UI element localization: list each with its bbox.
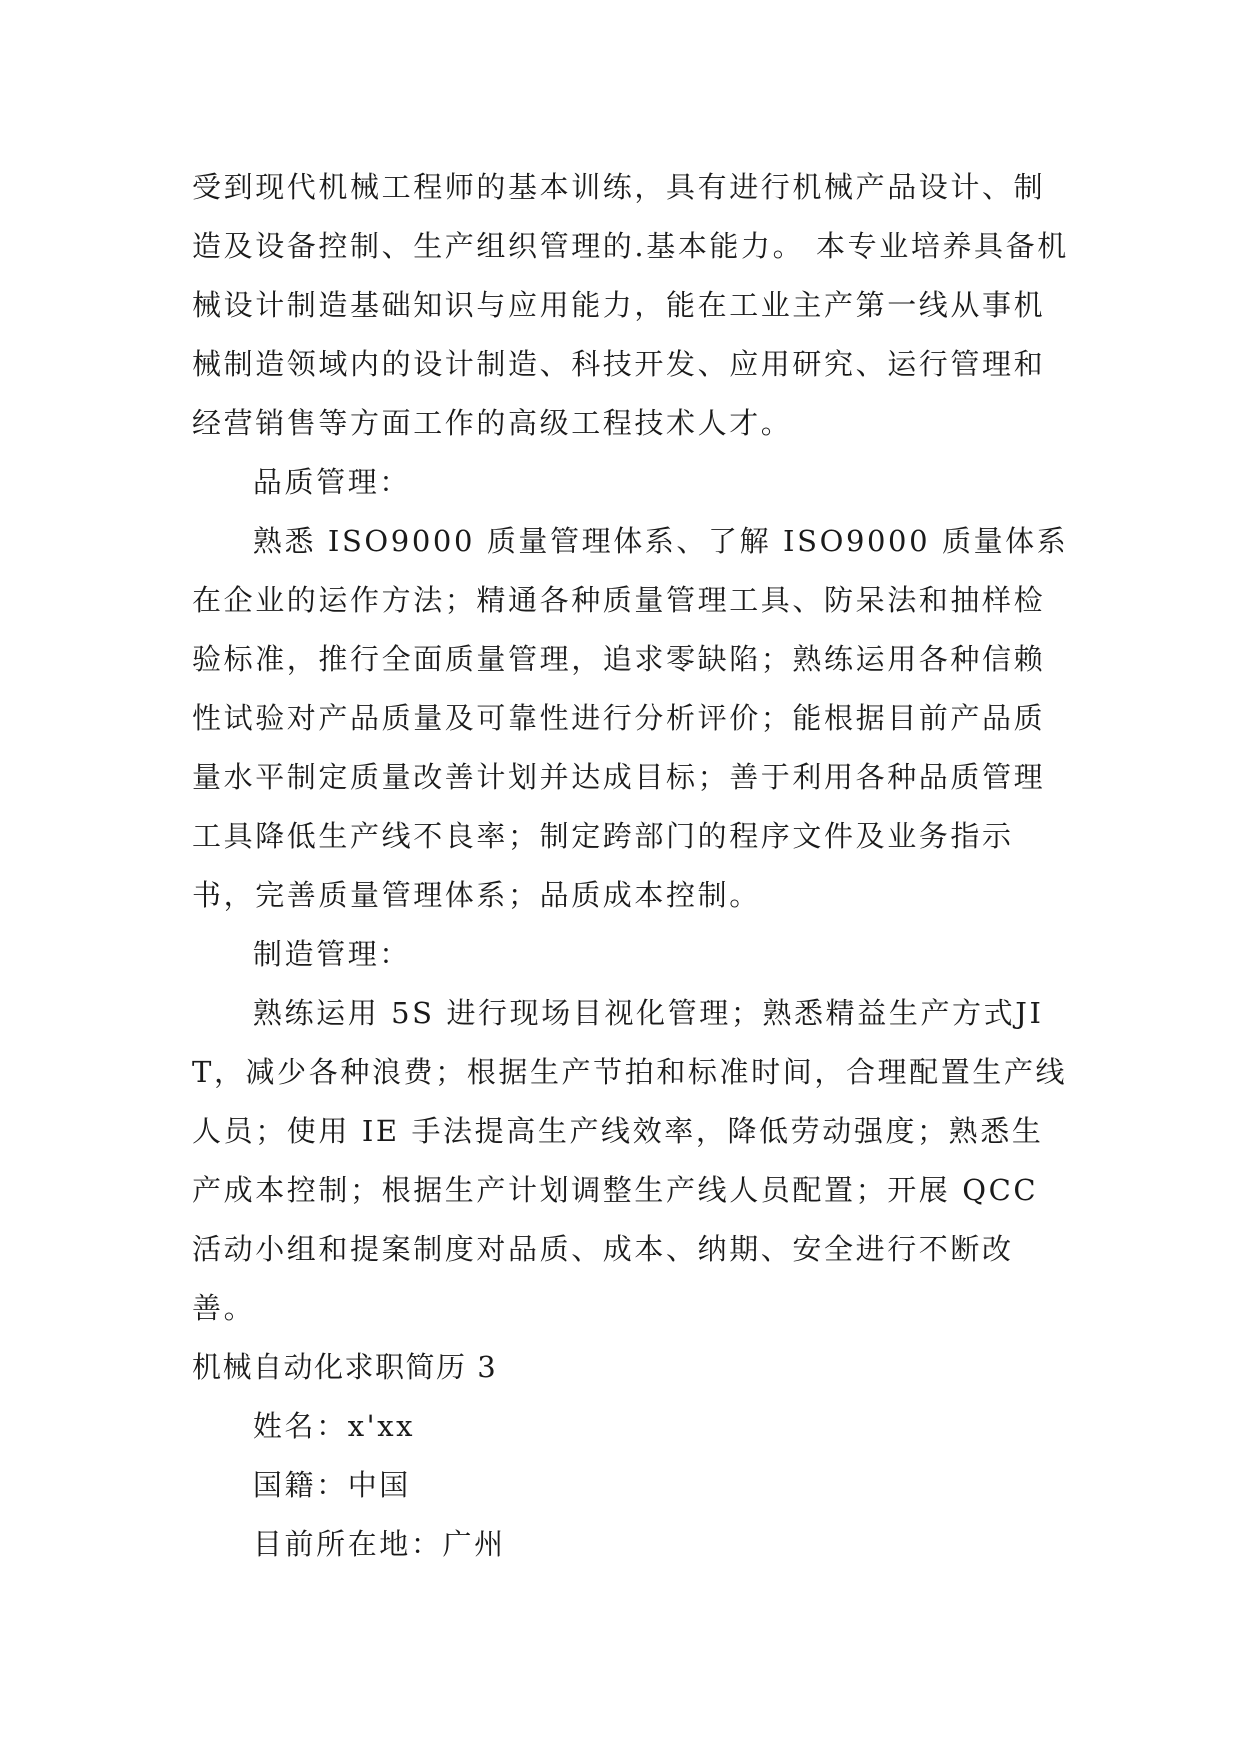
document-content xyxy=(192,158,1072,1574)
quality-management-heading: 品质管理： xyxy=(252,465,411,499)
nationality-field: 国籍：中国 xyxy=(252,1468,411,1502)
resume-title: 机械自动化求职简历 3 xyxy=(192,1350,498,1384)
manufacturing-management-paragraph: 熟练运用 5S 进行现场目视化管理；熟悉精益生产方式JIT，减少各种浪费；根据生产节拍和标准时间，合理配置生产线人员；使用 IE 手法提高生产线效率，降低劳动强度；熟悉生产成本控制；根据生产计划调整生产线人员配置；开展 QCC 活动小组和提案制度对品质、成本、纳期、安全进行不断改善。 xyxy=(192,996,1068,1325)
manufacturing-management-heading: 制造管理： xyxy=(252,937,411,971)
quality-management-paragraph: 熟悉 ISO9000 质量管理体系、了解 ISO9000 质量体系在企业的运作方法；精通各种质量管理工具、防呆法和抽样检验标准，推行全面质量管理，追求零缺陷；熟练运用各种信赖性试验对产品质量及可靠性进行分析评价；能根据目前产品质量水平制定质量改善计划并达成目标；善于利用各种品质管理工具降低生产线不良率；制定跨部门的程序文件及业务指示书，完善质量管理体系；品质成本控制。 xyxy=(192,524,1069,912)
location-field: 目前所在地：广州 xyxy=(252,1527,506,1561)
intro-paragraph: 受到现代机械工程师的基本训练，具有进行机械产品设计、制造及设备控制、生产组织管理的.基本能力。 本专业培养具备机械设计制造基础知识与应用能力，能在工业主产第一线从事机械制造领域内的设计制造、科技开发、应用研究、运行管理和经营销售等方面工作的高级工程技术人才。 xyxy=(192,170,1069,440)
name-field: 姓名：x'xx xyxy=(252,1409,416,1443)
